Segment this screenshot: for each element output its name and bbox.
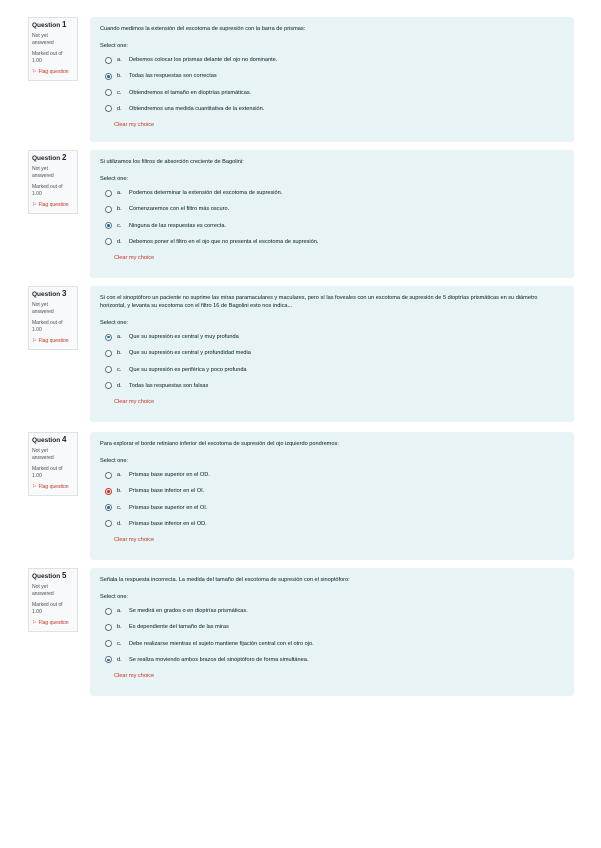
question-grade: Marked out of 1.00 (32, 184, 63, 197)
answer-option[interactable]: c. Ninguna de las respuestas es correcta. (105, 222, 564, 230)
clear-choice-link[interactable]: Clear my choice (114, 537, 155, 544)
radio-button-selected[interactable] (105, 504, 112, 511)
question-state: Not yet answered (32, 302, 54, 315)
answer-option[interactable]: b. Es dependiente del tamaño de las miras (105, 623, 564, 631)
radio-button-selected[interactable] (105, 656, 112, 663)
question-info (28, 150, 78, 214)
clear-choice-link[interactable]: Clear my choice (114, 399, 155, 406)
question-state: Not yet answered (32, 448, 54, 461)
question-state: Not yet answered (32, 166, 54, 179)
question-grade: Marked out of 1.00 (32, 466, 63, 479)
question-number: Question 4 (32, 435, 67, 444)
question-content (90, 432, 574, 560)
flag-icon: ⚐ (32, 484, 37, 490)
select-one-prompt: Select one: (100, 43, 128, 49)
answer-option[interactable]: b. Comenzaremos con el filtro más oscuro. (105, 205, 564, 213)
answer-option[interactable]: a. Debemos colocar los prismas delante del ojo no dominante. (105, 56, 564, 64)
answer-option[interactable]: a. Que su supresión es central y muy profunda (105, 333, 564, 341)
question-info (28, 286, 78, 350)
clear-choice-link[interactable]: Clear my choice (114, 673, 155, 680)
flag-question-link[interactable]: ⚐ Flag question (32, 202, 69, 208)
answer-option[interactable]: b. Que su supresión es central y profundidad media (105, 349, 564, 357)
question-number: Question 3 (32, 289, 67, 298)
answer-option[interactable]: a. Se medirá en grados o en dioptrías prismáticas. (105, 607, 564, 615)
radio-button-selected[interactable] (105, 334, 112, 341)
answer-option[interactable]: c. Obtendremos el tamaño en dioptrías prismáticas. (105, 89, 564, 97)
question-content (90, 286, 574, 422)
select-one-prompt: Select one: (100, 320, 128, 326)
question-number: Question 2 (32, 153, 67, 162)
answer-option[interactable]: a. Podemos determinar la extensión del escotoma de supresión. (105, 189, 564, 197)
question-state: Not yet answered (32, 33, 54, 46)
radio-button[interactable] (105, 89, 112, 96)
radio-button-selected[interactable] (105, 488, 112, 495)
radio-button[interactable] (105, 238, 112, 245)
clear-choice-link[interactable]: Clear my choice (114, 122, 155, 129)
radio-button[interactable] (105, 382, 112, 389)
flag-question-link[interactable]: ⚐ Flag question (32, 338, 69, 344)
radio-button[interactable] (105, 520, 112, 527)
radio-button-selected[interactable] (105, 73, 112, 80)
flag-question-link[interactable]: ⚐ Flag question (32, 69, 69, 75)
radio-button[interactable] (105, 190, 112, 197)
radio-button[interactable] (105, 624, 112, 631)
flag-icon: ⚐ (32, 620, 37, 626)
flag-question-link[interactable]: ⚐ Flag question (32, 484, 69, 490)
question-grade: Marked out of 1.00 (32, 51, 63, 64)
radio-button[interactable] (105, 57, 112, 64)
answer-option[interactable]: c. Debe realizarse mientras el sujeto mantiene fijación central con el otro ojo. (105, 640, 564, 648)
answer-option[interactable]: c. Prismas base superior en el OI. (105, 504, 564, 512)
select-one-prompt: Select one: (100, 594, 128, 600)
question-text: Para explorar el borde retiniano inferior del escotoma de supresión del ojo izquierdo pondremos: (100, 441, 339, 447)
answer-option[interactable]: d. Se realiza moviendo ambos brazos del sinoptóforo de forma simultánea. (105, 656, 564, 664)
question-content (90, 150, 574, 278)
question-text: Si con el sinoptóforo un paciente no suprime las miras paramaculares y maculares, pero sí las foveales con un escotoma de supresión de 5 dioptrías prismáticas en su diámetro horizontal, y levanta su escotoma con el filtro 16 de Bagolini esto nos indica... (100, 295, 538, 309)
radio-button[interactable] (105, 105, 112, 112)
question-grade: Marked out of 1.00 (32, 320, 63, 333)
radio-button-selected[interactable] (105, 222, 112, 229)
answer-option[interactable]: b. Todas las respuestas son correctas (105, 72, 564, 80)
select-one-prompt: Select one: (100, 458, 128, 464)
flag-icon: ⚐ (32, 69, 37, 75)
answer-option[interactable]: a. Prismas base superior en el OD. (105, 471, 564, 479)
question-text: Señala la respuesta incorrecta. La medida del tamaño del escotoma de supresión con el sinoptóforo: (100, 577, 350, 583)
question-state: Not yet answered (32, 584, 54, 597)
radio-button[interactable] (105, 366, 112, 373)
answer-option[interactable]: b. Prismas base inferior en el OI. (105, 487, 564, 495)
question-content (90, 568, 574, 696)
answer-option[interactable]: d. Debemos poner el filtro en el ojo que no presenta el escotoma de supresión. (105, 238, 564, 246)
select-one-prompt: Select one: (100, 176, 128, 182)
question-text: Si utilizamos los filtros de absorción creciente de Bagolini: (100, 159, 244, 165)
radio-button[interactable] (105, 640, 112, 647)
radio-button[interactable] (105, 608, 112, 615)
flag-icon: ⚐ (32, 202, 37, 208)
question-number: Question 1 (32, 20, 67, 29)
question-info (28, 568, 78, 632)
radio-button[interactable] (105, 350, 112, 357)
question-number: Question 5 (32, 571, 67, 580)
flag-question-link[interactable]: ⚐ Flag question (32, 620, 69, 626)
answer-option[interactable]: d. Obtendremos una medida cuantitativa de la extensión. (105, 105, 564, 113)
radio-button[interactable] (105, 472, 112, 479)
question-info (28, 17, 78, 81)
answer-option[interactable]: d. Todas las respuestas son falsas (105, 382, 564, 390)
question-info (28, 432, 78, 496)
question-content (90, 17, 574, 142)
flag-icon: ⚐ (32, 338, 37, 344)
question-grade: Marked out of 1.00 (32, 602, 63, 615)
radio-button[interactable] (105, 206, 112, 213)
clear-choice-link[interactable]: Clear my choice (114, 255, 155, 262)
question-text: Cuando medimos la extensión del escotoma de supresión con la barra de prismas: (100, 26, 306, 32)
answer-option[interactable]: c. Que su supresión es periférica y poco profunda (105, 366, 564, 374)
answer-option[interactable]: d. Prismas base inferior en el OD. (105, 520, 564, 528)
